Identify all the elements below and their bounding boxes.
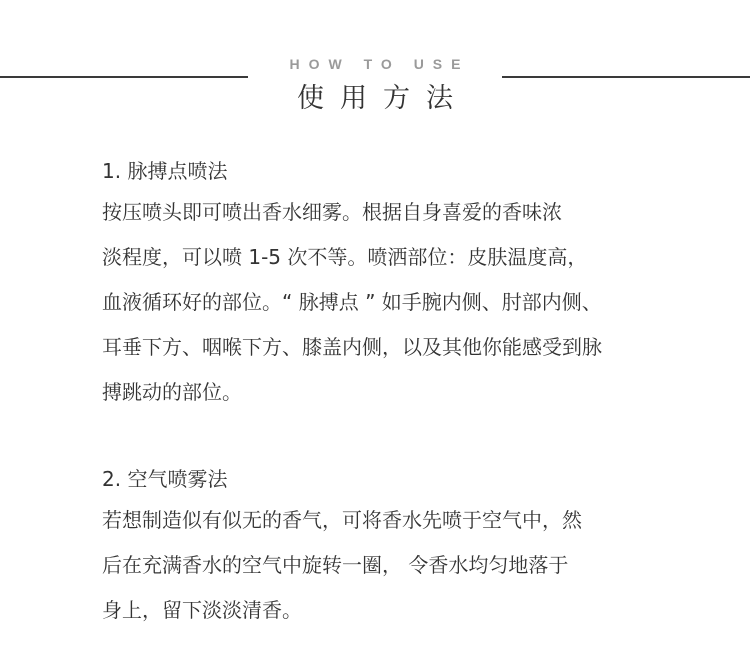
body-line: 血液循环好的部位。“ 脉搏点 ” 如手腕内侧、肘部内侧、 — [102, 290, 602, 314]
header-subtitle-en: HOW TO USE — [289, 56, 470, 72]
section-title: 1. 脉搏点喷法 — [102, 159, 228, 183]
header-rule-left — [0, 76, 248, 78]
section-air-spray — [102, 465, 662, 633]
section-pulse-point — [102, 157, 662, 415]
body-line: 耳垂下方、咽喉下方、膝盖内侧，以及其他你能感受到脉 — [102, 335, 602, 359]
header-rule-right — [502, 76, 750, 78]
header-title-cn: 使用方法 — [297, 83, 469, 114]
section-title: 2. 空气喷雾法 — [102, 467, 228, 491]
section-body — [102, 498, 662, 633]
body-line: 淡程度，可以喷 1-5 次不等。喷洒部位：皮肤温度高， — [102, 245, 588, 269]
body-line: 搏跳动的部位。 — [102, 380, 242, 404]
body-line: 若想制造似有似无的香气，可将香水先喷于空气中，然 — [102, 508, 582, 532]
body-line: 后在充满香水的空气中旋转一圈， 令香水均匀地落于 — [102, 553, 569, 577]
section-body — [102, 190, 662, 415]
body-line: 身上，留下淡淡清香。 — [102, 598, 302, 622]
body-line: 按压喷头即可喷出香水细雾。根据自身喜爱的香味浓 — [102, 200, 562, 224]
